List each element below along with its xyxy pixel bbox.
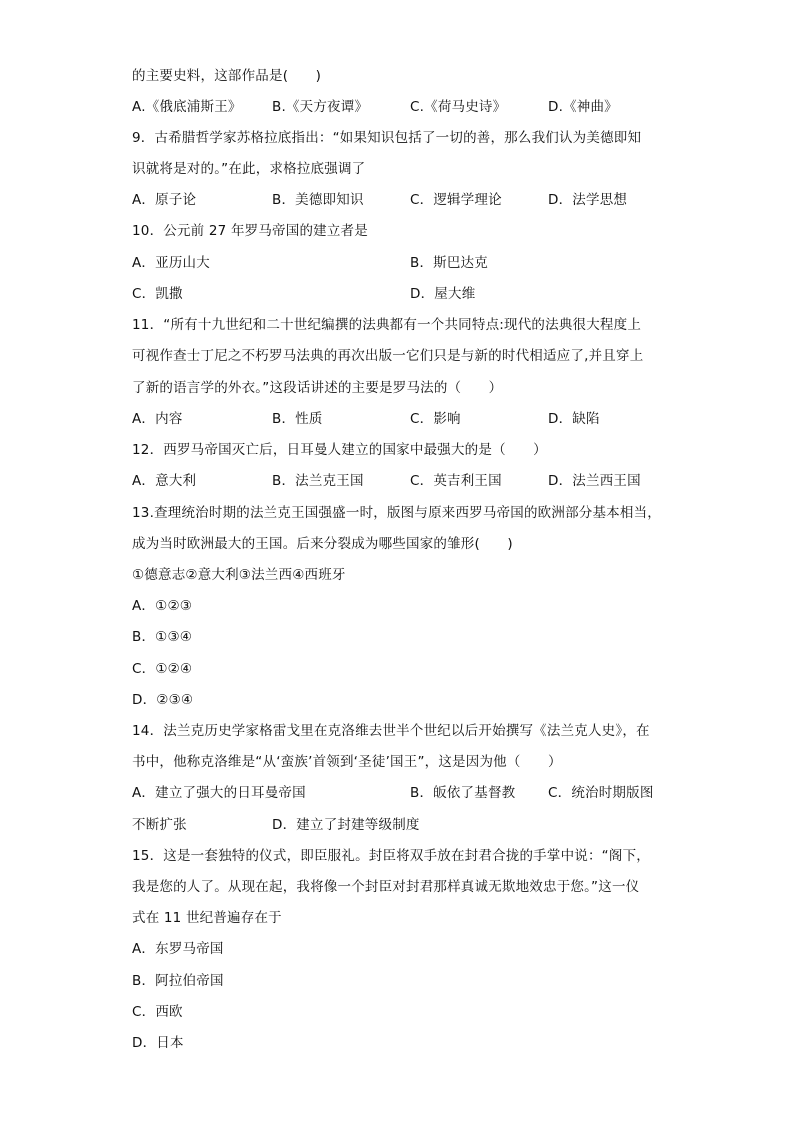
q8-option-b: B.《天方夜谭》: [272, 99, 369, 115]
q9-stem-line1: 9．古希腊哲学家苏格拉底指出：“如果知识包括了一切的善，那么我们认为美德即知: [132, 130, 642, 146]
q8-option-c: C.《荷马史诗》: [410, 99, 507, 115]
q9-option-b: B．美德即知识: [272, 192, 364, 208]
q14-option-a: A．建立了强大的日耳曼帝国: [132, 785, 306, 801]
q15-stem-line1: 15．这是一套独特的仪式，即臣服礼。封臣将双手放在封君合拢的手掌中说：“阁下，: [132, 848, 650, 864]
q12-option-d: D．法兰西王国: [548, 473, 641, 489]
q11-stem-line2: 可视作查士丁尼之不朽罗马法典的再次出版一它们只是与新的时代相适应了,并且穿上: [132, 348, 644, 364]
q8-option-a: A.《俄底浦斯王》: [132, 99, 242, 115]
q13-option-a: A．①②③: [132, 598, 193, 614]
q14-stem-line1: 14．法兰克历史学家格雷戈里在克洛维去世半个世纪以后开始撰写《法兰克人史》，在: [132, 723, 650, 739]
q10-option-a: A．亚历山大: [132, 255, 210, 271]
q10-option-c: C．凯撒: [132, 286, 183, 302]
q12-option-a: A．意大利: [132, 473, 197, 489]
q9-option-d: D．法学思想: [548, 192, 628, 208]
q15-option-c: C．西欧: [132, 1004, 183, 1020]
q11-stem-line3: 了新的语言学的外衣。”这段话讲述的主要是罗马法的（ ）: [132, 380, 503, 396]
q10-stem: 10．公元前 27 年罗马帝国的建立者是: [132, 223, 368, 239]
q8-option-d: D.《神曲》: [548, 99, 618, 115]
q15-stem-line2: 我是您的人了。从现在起，我将像一个封臣对封君那样真诚无欺地效忠于您。”这一仪: [132, 879, 640, 895]
q9-stem-line2: 识就将是对的。”在此，求格拉底强调了: [132, 161, 366, 177]
q13-stem-line2: 成为当时欧洲最大的王国。后来分裂成为哪些国家的雏形( ): [132, 536, 513, 552]
q15-option-d: D．日本: [132, 1035, 184, 1051]
q13-option-d: D．②③④: [132, 692, 194, 708]
q15-stem-line3: 式在 11 世纪普遍存在于: [132, 910, 282, 926]
q9-option-c: C．逻辑学理论: [410, 192, 502, 208]
q14-option-c-part1: C．统治时期版图: [548, 785, 654, 801]
q14-option-c-part2: 不断扩张: [132, 817, 187, 833]
q13-option-c: C．①②④: [132, 661, 193, 677]
q15-option-a: A．东罗马帝国: [132, 941, 224, 957]
q13-stem-line1: 13.查理统治时期的法兰克王国强盛一时，版图与原来西罗马帝国的欧洲部分基本相当，: [132, 505, 661, 521]
q8-stem-tail: 的主要史料，这部作品是( ): [132, 68, 322, 84]
q14-option-b: B．皈依了基督教: [410, 785, 516, 801]
q10-option-d: D．屋大维: [410, 286, 476, 302]
q12-option-c: C．英吉利王国: [410, 473, 502, 489]
q11-option-c: C．影响: [410, 411, 461, 427]
q9-option-a: A．原子论: [132, 192, 197, 208]
q14-option-d: D．建立了封建等级制度: [272, 817, 420, 833]
q13-option-b: B．①③④: [132, 629, 193, 645]
q15-option-b: B．阿拉伯帝国: [132, 973, 224, 989]
q11-stem-line1: 11．“所有十九世纪和二十世纪编撰的法典都有一个共同特点:现代的法典很大程度上: [132, 317, 642, 333]
q10-option-b: B．斯巴达克: [410, 255, 488, 271]
q11-option-b: B．性质: [272, 411, 323, 427]
q11-option-d: D．缺陷: [548, 411, 600, 427]
q11-option-a: A．内容: [132, 411, 183, 427]
q13-items: ①德意志②意大利③法兰西④西班牙: [132, 567, 346, 583]
q14-stem-line2: 书中，他称克洛维是“从‘蛮族’首领到‘圣徒’国王”，这是因为他（ ）: [132, 754, 562, 770]
q12-stem: 12．西罗马帝国灭亡后，日耳曼人建立的国家中最强大的是（ ）: [132, 442, 547, 458]
q12-option-b: B．法兰克王国: [272, 473, 364, 489]
